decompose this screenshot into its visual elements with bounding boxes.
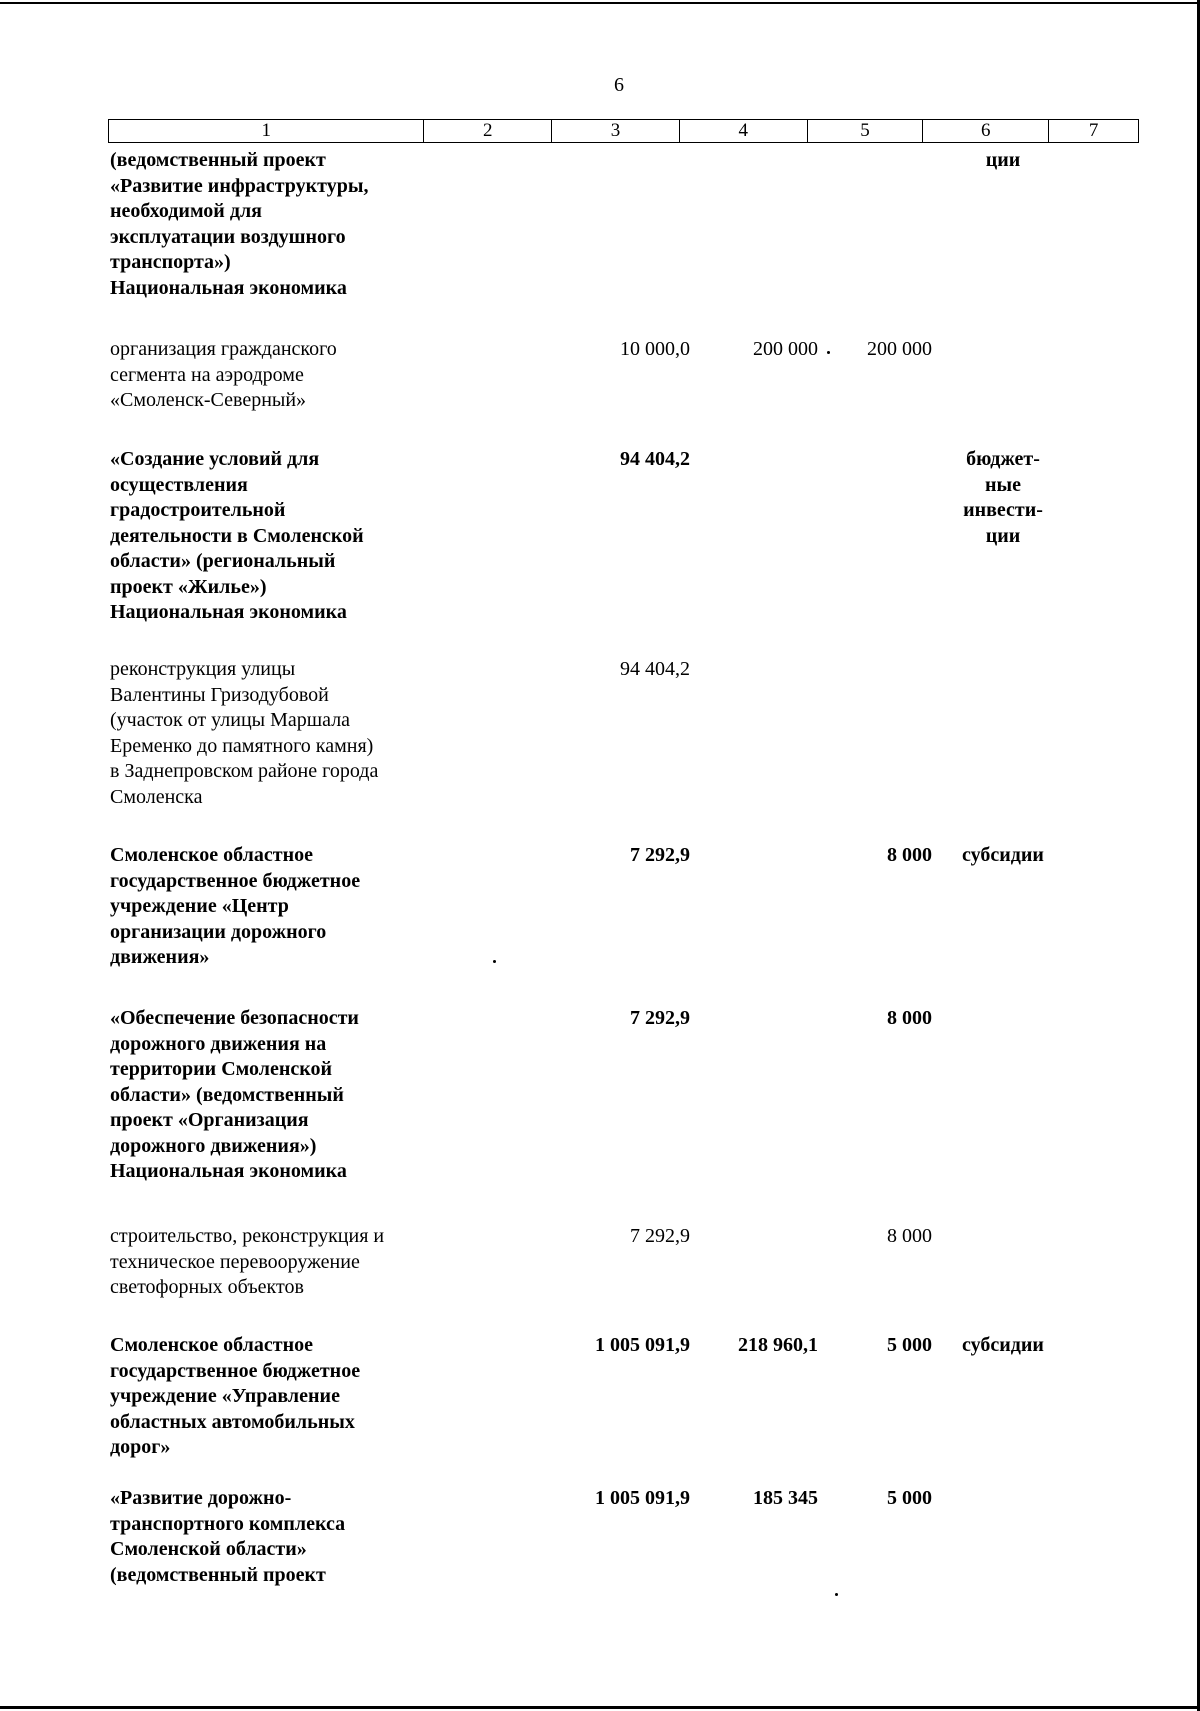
row-name-line: сегмента на аэродроме bbox=[110, 363, 304, 386]
row-type-line: ции bbox=[985, 149, 1021, 171]
row-type-cell bbox=[938, 447, 1068, 549]
row-name-line: транспорта») bbox=[110, 251, 231, 273]
table-header bbox=[108, 119, 1139, 143]
row-name-line: эксплуатации воздушного bbox=[110, 225, 346, 248]
scan-border-bottom bbox=[0, 1706, 1200, 1709]
row-type-line: субсидии bbox=[962, 1334, 1044, 1356]
row-name-line: «Развитие инфраструктуры, bbox=[110, 174, 369, 197]
row-name-line: организации дорожного bbox=[110, 920, 327, 943]
row-name-cell bbox=[110, 1333, 430, 1461]
row-name-cell bbox=[110, 148, 430, 301]
column-header-2: 2 bbox=[424, 120, 552, 142]
row-name-line: «Развитие дорожно- bbox=[110, 1487, 292, 1509]
row-name-line: дорожного движения») bbox=[110, 1134, 317, 1157]
row-name-line: дорожного движения на bbox=[110, 1032, 327, 1055]
row-value-col3: 10 000,0 bbox=[620, 338, 690, 360]
row-name-line: строительство, реконструкция и bbox=[110, 1225, 385, 1247]
row-value-col4: 218 960,1 bbox=[738, 1334, 818, 1356]
row-value-col5: 8 000 bbox=[887, 844, 932, 866]
row-name-line: области» (ведомственный bbox=[110, 1083, 344, 1106]
row-name-cell bbox=[110, 337, 430, 414]
row-name-line: Национальная экономика bbox=[110, 276, 347, 299]
row-type-line: инвести- bbox=[963, 499, 1043, 521]
row-name-line: светофорных объектов bbox=[110, 1276, 304, 1298]
row-value-col3: 1 005 091,9 bbox=[595, 1334, 690, 1356]
row-name-line: осуществления bbox=[110, 473, 248, 496]
row-name-cell bbox=[110, 1224, 430, 1301]
row-name-line: Национальная экономика bbox=[110, 1160, 347, 1182]
row-name-line: техническое перевооружение bbox=[110, 1250, 360, 1273]
row-value-col5: 5 000 bbox=[887, 1487, 932, 1509]
row-name-line: Смоленское областное bbox=[110, 1334, 313, 1356]
row-type-cell bbox=[938, 1333, 1068, 1359]
row-name-cell bbox=[110, 1486, 430, 1588]
row-name-line: деятельности в Смоленской bbox=[110, 524, 364, 547]
row-name-line: (участок от улицы Маршала bbox=[110, 709, 351, 731]
row-name-cell bbox=[110, 1006, 430, 1185]
row-value-col3: 94 404,2 bbox=[620, 448, 690, 470]
row-value-col3: 1 005 091,9 bbox=[595, 1487, 690, 1509]
row-name-line: территории Смоленской bbox=[110, 1058, 333, 1080]
row-value-col3: 7 292,9 bbox=[630, 1225, 690, 1247]
page-number: 6 bbox=[614, 74, 624, 96]
row-name-line: «Создание условий для bbox=[110, 448, 320, 470]
row-name-line: необходимой для bbox=[110, 200, 262, 222]
row-value-col5: 200 000 bbox=[867, 338, 932, 360]
row-name-line: Валентины Гризодубовой bbox=[110, 683, 329, 706]
scan-speck bbox=[493, 960, 496, 963]
row-type-line: ные bbox=[984, 473, 1021, 496]
row-name-line: (ведомственный проект bbox=[110, 149, 326, 171]
scan-speck bbox=[827, 351, 830, 354]
row-value-col4: 200 000 bbox=[753, 338, 818, 360]
row-value-col5: 8 000 bbox=[887, 1225, 932, 1247]
row-name-line: государственное бюджетное bbox=[110, 869, 361, 892]
row-type-cell bbox=[938, 843, 1068, 869]
scan-speck bbox=[835, 1593, 838, 1596]
row-value-col3: 7 292,9 bbox=[630, 1007, 690, 1029]
row-name-line: Смоленское областное bbox=[110, 844, 313, 866]
row-name-line: Национальная экономика bbox=[110, 601, 347, 623]
row-name-line: градостроительной bbox=[110, 499, 286, 521]
row-name-line: (ведомственный проект bbox=[110, 1563, 326, 1586]
row-name-line: реконструкция улицы bbox=[110, 658, 296, 680]
column-header-7: 7 bbox=[1088, 120, 1099, 141]
row-value-col3: 94 404,2 bbox=[620, 658, 690, 680]
column-header-4: 4 bbox=[680, 120, 808, 142]
row-name-line: движения» bbox=[110, 946, 210, 968]
column-header-6: 6 bbox=[923, 120, 1049, 142]
row-name-line: «Обеспечение безопасности bbox=[110, 1007, 359, 1029]
row-name-line: области» (региональный bbox=[110, 550, 336, 572]
scan-border-top bbox=[0, 2, 1200, 4]
row-name-line: учреждение «Центр bbox=[110, 895, 289, 917]
row-name-line: организация гражданского bbox=[110, 338, 337, 360]
row-name-line: в Заднепровском районе города bbox=[110, 760, 379, 782]
column-header-3: 3 bbox=[552, 120, 680, 142]
row-value-col5: 8 000 bbox=[887, 1007, 932, 1029]
row-name-cell bbox=[110, 447, 430, 626]
row-name-line: учреждение «Управление bbox=[110, 1385, 340, 1407]
row-name-line: Смоленска bbox=[110, 785, 203, 808]
row-value-col3: 7 292,9 bbox=[630, 844, 690, 866]
row-name-line: проект «Организация bbox=[110, 1109, 309, 1131]
row-type-line: бюджет- bbox=[966, 448, 1040, 470]
row-name-line: Еременко до памятного камня) bbox=[110, 734, 374, 757]
column-header-5: 5 bbox=[808, 120, 924, 142]
row-name-line: дорог» bbox=[110, 1436, 171, 1458]
row-name-line: проект «Жилье») bbox=[110, 575, 267, 598]
column-header-1: 1 bbox=[109, 120, 424, 142]
row-name-cell bbox=[110, 843, 430, 971]
row-value-col4: 185 345 bbox=[753, 1487, 818, 1509]
row-name-line: транспортного комплекса bbox=[110, 1512, 346, 1535]
row-name-line: областных автомобильных bbox=[110, 1410, 355, 1433]
row-type-line: субсидии bbox=[962, 844, 1044, 866]
row-value-col5: 5 000 bbox=[887, 1334, 932, 1356]
row-name-line: «Смоленск-Северный» bbox=[110, 389, 307, 411]
row-name-line: государственное бюджетное bbox=[110, 1359, 361, 1382]
row-name-line: Смоленской области» bbox=[110, 1538, 307, 1560]
row-name-cell bbox=[110, 657, 430, 810]
row-type-cell bbox=[938, 148, 1068, 174]
row-type-line: ции bbox=[985, 524, 1021, 547]
